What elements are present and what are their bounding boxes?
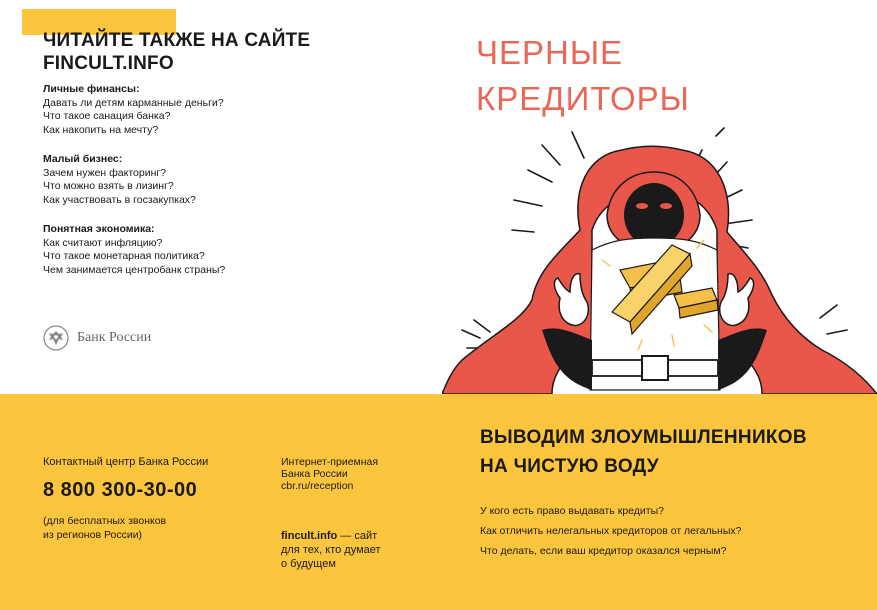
title-line-2: КРЕДИТОРЫ	[476, 80, 690, 117]
fincult-text: — сайт	[337, 530, 378, 542]
question-item: У кого есть право выдавать кредиты?	[480, 505, 664, 517]
fincult-link[interactable]: fincult.info	[281, 530, 338, 542]
heading-line-2: FINCULT.INFO	[43, 53, 174, 74]
belt-buckle	[642, 356, 668, 380]
topic-link[interactable]: Чем занимается центробанк страны?	[43, 263, 226, 276]
topic-link[interactable]: Что такое монетарная политика?	[43, 250, 205, 262]
topic-small-business	[43, 153, 196, 207]
internet-reception	[281, 456, 378, 492]
phone-note-line: из регионов России)	[43, 529, 143, 541]
topic-link[interactable]: Что такое санация банка?	[43, 110, 171, 122]
slogan-heading	[480, 423, 807, 481]
topic-title: Малый бизнес:	[43, 153, 123, 165]
hooded-creditor-illustration	[442, 120, 877, 394]
question-item: Что делать, если ваш кредитор оказался черным?	[480, 545, 727, 557]
read-also-heading	[43, 29, 310, 75]
hooded-face	[624, 183, 684, 247]
questions-list	[480, 501, 742, 561]
topic-title: Личные финансы:	[43, 83, 140, 95]
title-line-1: ЧЕРНЫЕ	[476, 34, 624, 71]
topic-link[interactable]: Как считают инфляцию?	[43, 236, 163, 249]
topic-personal-finance	[43, 83, 224, 137]
fincult-text: о будущем	[281, 558, 336, 570]
topic-link[interactable]: Как участвовать в госзакупках?	[43, 193, 196, 206]
reception-line: Банка России	[281, 468, 348, 480]
topic-link[interactable]: Зачем нужен факторинг?	[43, 166, 167, 179]
phone-number[interactable]: 8 800 300-30-00	[43, 479, 198, 501]
slogan-line: НА ЧИСТУЮ ВОДУ	[480, 456, 659, 477]
topic-link[interactable]: Что можно взять в лизинг?	[43, 180, 174, 192]
fincult-note	[281, 529, 381, 571]
slogan-line: ВЫВОДИМ ЗЛОУМЫШЛЕННИКОВ	[480, 427, 807, 448]
brochure-title	[476, 30, 690, 122]
heading-line-1: ЧИТАЙТЕ ТАКЖЕ НА САЙТЕ	[43, 30, 311, 51]
topic-title: Понятная экономика:	[43, 223, 155, 235]
contact-center-label: Контактный центр Банка России	[43, 456, 209, 468]
left-eye-icon	[636, 203, 648, 209]
question-item: Как отличить нелегальных кредиторов от легальных?	[480, 525, 742, 537]
bank-of-russia-logo	[43, 325, 151, 351]
eagle-emblem-icon	[43, 325, 69, 351]
reception-link[interactable]: cbr.ru/reception	[281, 480, 354, 492]
phone-note	[43, 514, 166, 542]
phone-note-line: (для бесплатных звонков	[43, 515, 167, 527]
right-eye-icon	[660, 203, 672, 209]
topic-economics	[43, 223, 225, 277]
reception-line: Интернет-приемная	[281, 456, 379, 468]
topic-link[interactable]: Как накопить на мечту?	[43, 123, 159, 136]
topic-link[interactable]: Давать ли детям карманные деньги?	[43, 96, 224, 109]
bank-name: Банк России	[77, 330, 152, 345]
fincult-text: для тех, кто думает	[281, 544, 381, 556]
